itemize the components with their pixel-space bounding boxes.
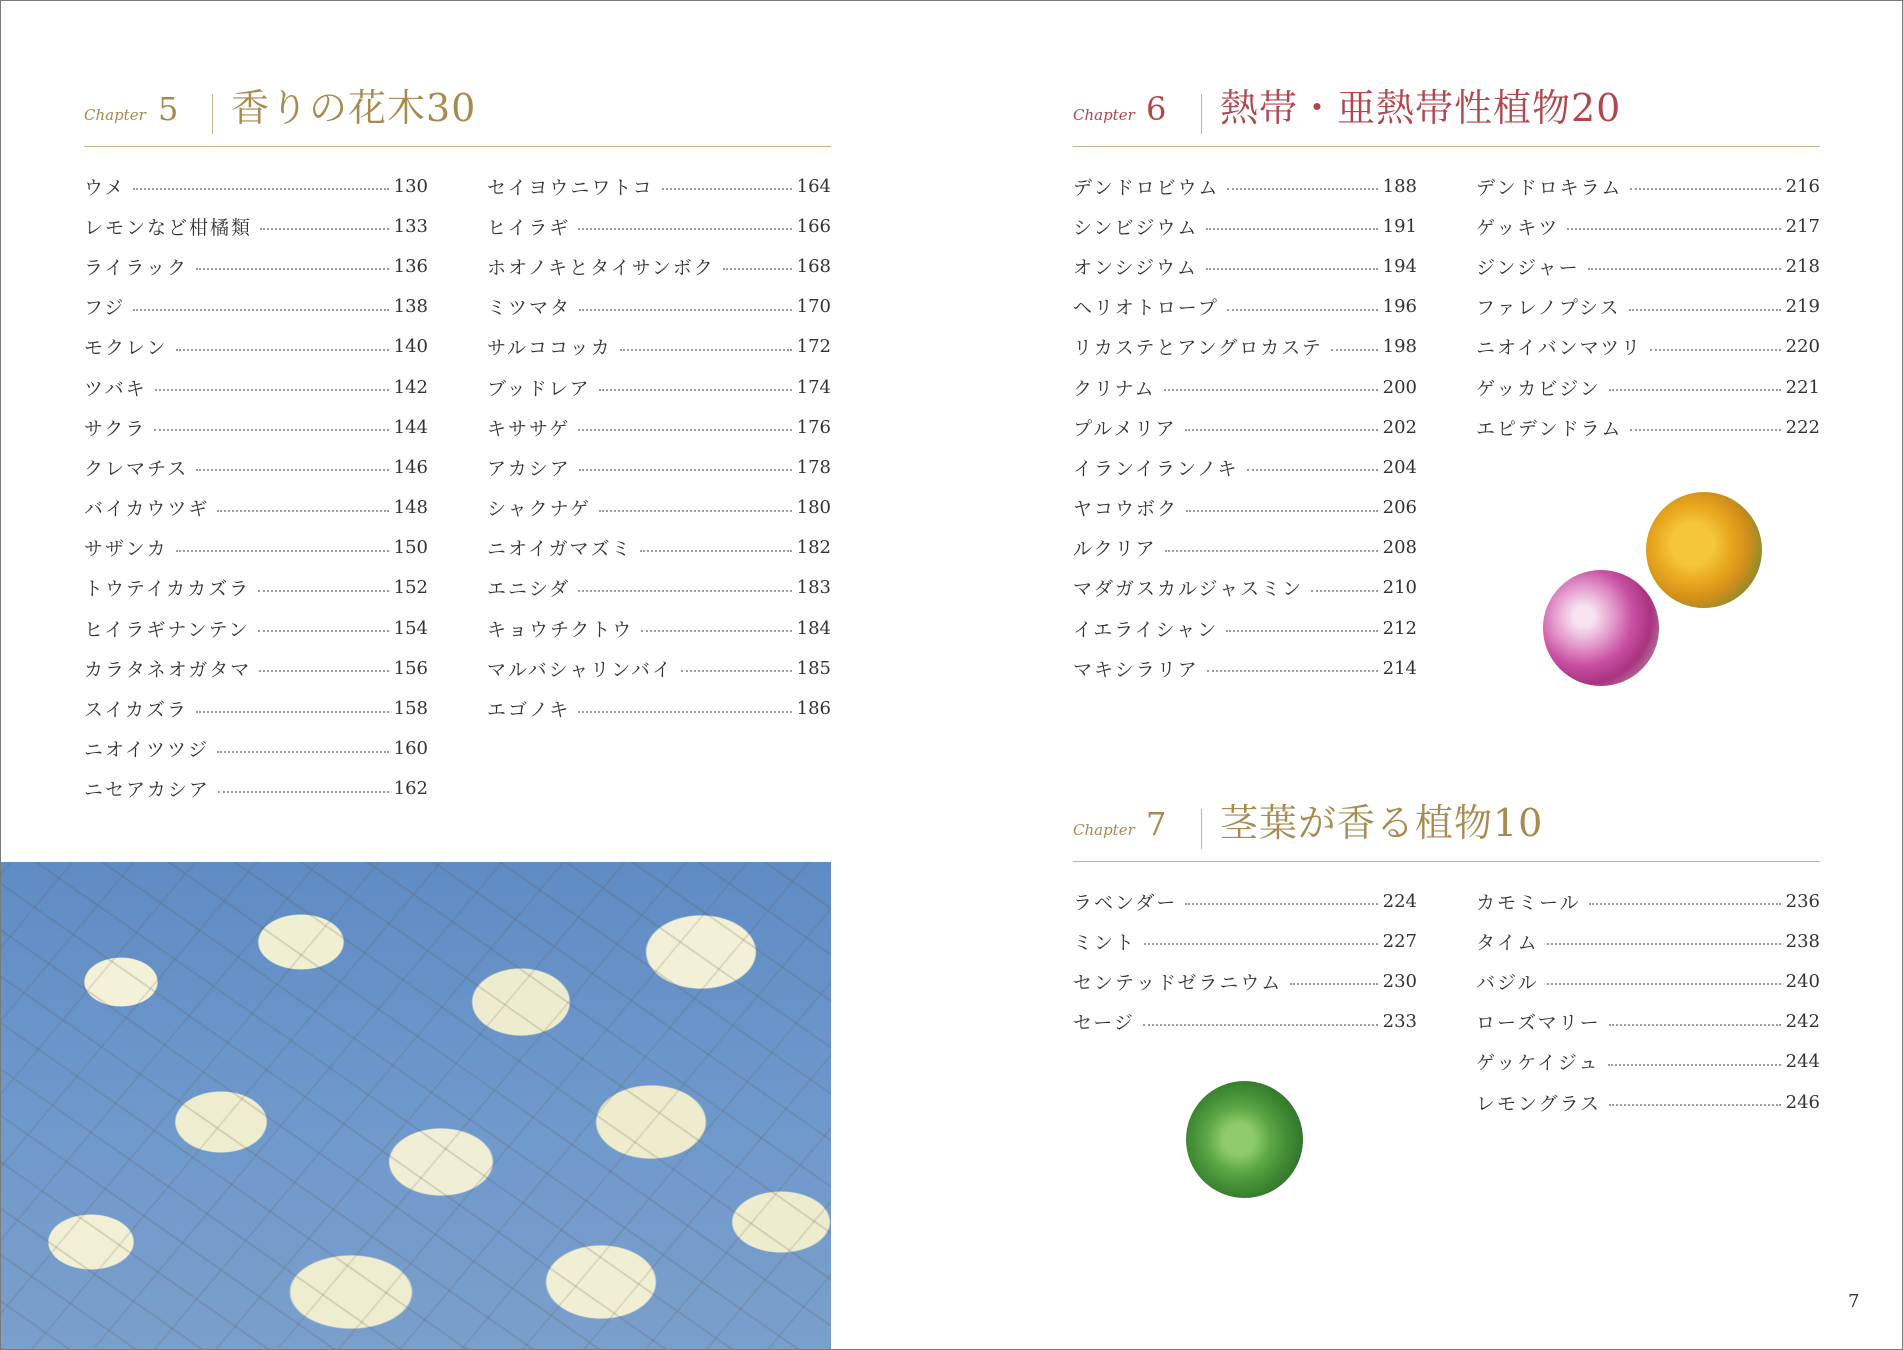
entry-name: ニオイバンマツリ [1476, 337, 1643, 360]
leader-dots [579, 309, 792, 311]
entry-name: マキシラリア [1073, 658, 1199, 681]
entry-name: ライラック [84, 256, 189, 279]
leader-dots [640, 550, 791, 552]
toc-entry [84, 608, 428, 648]
entry-page: 217 [1785, 215, 1820, 237]
entry-name: ブッドレア [487, 377, 591, 400]
entry-name: ファレノプシス [1476, 297, 1621, 320]
leader-dots [1609, 389, 1781, 391]
leader-dots [578, 590, 791, 592]
page-number: 7 [1848, 1291, 1860, 1312]
toc-entry [487, 206, 831, 246]
chapter-label: Chapter [1073, 106, 1135, 124]
entry-page: 156 [393, 657, 428, 679]
entry-name: ミツマタ [487, 297, 572, 320]
entry-name: ゲッキツ [1476, 216, 1560, 239]
entry-page: 218 [1785, 255, 1820, 277]
leader-dots [1143, 1024, 1378, 1026]
toc-entry [84, 206, 428, 246]
entry-page: 222 [1785, 416, 1820, 438]
leader-dots [1144, 943, 1378, 945]
entry-page: 138 [393, 296, 428, 318]
entry-page: 174 [796, 376, 831, 398]
leader-dots [176, 349, 389, 351]
leader-dots [1331, 349, 1378, 351]
toc-entry [1476, 1002, 1820, 1042]
toc-entry [487, 166, 831, 206]
toc-entry [84, 407, 428, 447]
entry-name: カラタネオガタマ [84, 658, 252, 681]
entry-page: 202 [1382, 416, 1417, 438]
toc-entry [1073, 206, 1417, 246]
entry-name: シャクナゲ [487, 498, 591, 521]
toc-column-1 [1073, 881, 1417, 1042]
entry-name: ニセアカシア [84, 779, 210, 802]
entry-page: 182 [796, 537, 831, 559]
entry-name: ニオイガマズミ [487, 538, 633, 561]
entry-name: アカシア [487, 457, 571, 480]
entry-page: 242 [1785, 1011, 1820, 1033]
entry-page: 214 [1382, 657, 1417, 679]
entry-name: ヘリオトロープ [1073, 297, 1219, 320]
entry-name: スイカズラ [84, 699, 189, 722]
entry-page: 188 [1382, 175, 1417, 197]
entry-name: エピデンドラム [1476, 417, 1623, 440]
entry-name: クリナム [1073, 377, 1156, 400]
entry-page: 196 [1382, 296, 1417, 318]
entry-page: 221 [1785, 376, 1820, 398]
leader-dots [579, 469, 792, 471]
toc-column-2 [1476, 881, 1820, 1122]
leader-dots [1207, 670, 1378, 672]
toc-entry [1073, 447, 1417, 487]
entry-page: 180 [796, 497, 831, 519]
leader-dots [196, 711, 389, 713]
entry-page: 183 [796, 577, 831, 599]
leader-dots [1629, 309, 1781, 311]
toc-entry [487, 407, 831, 447]
leader-dots [1630, 188, 1780, 190]
leader-dots [599, 510, 792, 512]
toc-entry [487, 568, 831, 608]
toc-entry [487, 327, 831, 367]
toc-entry [1073, 367, 1417, 407]
toc-entry [1073, 568, 1417, 608]
toc-entry [487, 608, 831, 648]
leader-dots [1567, 228, 1780, 230]
entry-name: ラベンダー [1073, 891, 1178, 914]
magnolia-photo [1, 862, 831, 1349]
toc-entry [84, 729, 428, 769]
toc-entry [1073, 407, 1417, 447]
toc-entry [1476, 206, 1820, 246]
entry-page: 164 [796, 175, 831, 197]
leader-dots [176, 550, 389, 552]
leader-dots [258, 630, 389, 632]
leader-dots [1185, 429, 1378, 431]
leader-dots [1547, 943, 1781, 945]
chapter-6-header [1073, 86, 1820, 147]
leader-dots [1185, 903, 1377, 905]
entry-page: 230 [1382, 970, 1417, 992]
leader-dots [196, 268, 389, 270]
leader-dots [1608, 1064, 1781, 1066]
leader-dots [620, 349, 792, 351]
entry-name: ニオイツツジ [84, 739, 210, 762]
toc-entry [1476, 881, 1820, 921]
entry-name: ミント [1073, 931, 1137, 954]
toc-column-2 [487, 166, 831, 729]
toc-column-1 [1073, 166, 1417, 688]
leader-dots [259, 670, 388, 672]
entry-page: 152 [393, 577, 428, 599]
toc-entry [84, 488, 428, 528]
toc-entry [1073, 246, 1417, 286]
entry-page: 172 [796, 336, 831, 358]
entry-page: 142 [393, 376, 428, 398]
entry-name: マダガスカルジャスミン [1073, 578, 1304, 601]
toc-entry [84, 166, 428, 206]
entry-name: リカステとアングロカステ [1073, 337, 1323, 360]
entry-name: クレマチス [84, 457, 189, 480]
entry-page: 233 [1382, 1011, 1417, 1033]
chapter-title: 香りの花木30 [231, 86, 477, 130]
leader-dots [133, 188, 388, 190]
mint-photo [1186, 1081, 1303, 1198]
leader-dots [1630, 429, 1780, 431]
entry-name: キササゲ [487, 417, 571, 440]
entry-name: セージ [1073, 1012, 1135, 1035]
entry-name: ウメ [84, 176, 126, 199]
leader-dots [1247, 469, 1378, 471]
leader-dots [1609, 1024, 1781, 1026]
leader-dots [196, 469, 388, 471]
leader-dots [1164, 389, 1378, 391]
leader-dots [1609, 1104, 1781, 1106]
leader-dots [681, 670, 792, 672]
entry-name: ルクリア [1073, 538, 1157, 561]
toc-entry [1073, 287, 1417, 327]
leader-dots [258, 590, 389, 592]
leader-dots [154, 429, 388, 431]
chapter-divider [212, 94, 213, 134]
chapter-label: Chapter [1073, 821, 1135, 839]
entry-page: 238 [1785, 930, 1820, 952]
entry-name: セイヨウニワトコ [487, 176, 654, 199]
leader-dots [260, 228, 389, 230]
entry-page: 227 [1382, 930, 1417, 952]
toc-entry [1073, 881, 1417, 921]
entry-name: バイカウツギ [84, 498, 210, 521]
entry-page: 168 [796, 255, 831, 277]
entry-page: 224 [1382, 890, 1417, 912]
entry-page: 220 [1785, 336, 1820, 358]
entry-name: デンドロキラム [1476, 176, 1623, 199]
entry-page: 130 [393, 175, 428, 197]
toc-entry [487, 246, 831, 286]
toc-entry [1073, 327, 1417, 367]
toc-entry [487, 287, 831, 327]
toc-entry [1476, 246, 1820, 286]
chapter-title: 茎葉が香る植物10 [1220, 801, 1544, 845]
leader-dots [578, 711, 791, 713]
leader-dots [641, 630, 791, 632]
toc-entry [1073, 488, 1417, 528]
toc-entry [487, 688, 831, 728]
leader-dots [1547, 983, 1781, 985]
toc-entry [1476, 367, 1820, 407]
toc-column-1 [84, 166, 428, 809]
entry-name: モクレン [84, 337, 168, 360]
leader-dots [218, 791, 389, 793]
entry-page: 184 [796, 617, 831, 639]
leader-dots [1311, 590, 1377, 592]
leader-dots [1206, 268, 1378, 270]
leader-dots [1650, 349, 1781, 351]
toc-entry [84, 688, 428, 728]
toc-entry [1476, 287, 1820, 327]
entry-page: 219 [1785, 296, 1820, 318]
entry-name: キョウチクトウ [487, 618, 634, 641]
leader-dots [133, 309, 388, 311]
entry-name: レモングラス [1476, 1092, 1602, 1115]
entry-page: 133 [393, 215, 428, 237]
toc-entry [1476, 407, 1820, 447]
entry-page: 166 [796, 215, 831, 237]
leader-dots [1227, 309, 1378, 311]
entry-page: 162 [393, 778, 428, 800]
chapter-number: 6 [1146, 90, 1167, 128]
entry-page: 194 [1382, 255, 1417, 277]
entry-name: イランイランノキ [1073, 457, 1239, 480]
entry-page: 191 [1382, 215, 1417, 237]
entry-name: エニシダ [487, 578, 571, 601]
entry-name: センテッドゼラニウム [1073, 971, 1283, 994]
chapter-label: Chapter [84, 106, 146, 124]
entry-page: 150 [393, 537, 428, 559]
entry-page: 198 [1382, 336, 1417, 358]
toc-entry [1476, 921, 1820, 961]
leader-dots [1227, 188, 1377, 190]
chapter-5-header [84, 86, 831, 147]
toc-entry [1476, 327, 1820, 367]
leader-dots [155, 389, 389, 391]
entry-name: トウテイカカズラ [84, 578, 251, 601]
entry-name: イエライシャン [1073, 618, 1219, 641]
toc-entry [1073, 1002, 1417, 1042]
entry-page: 185 [796, 657, 831, 679]
chapter-divider [1201, 809, 1202, 849]
toc-entry [1073, 608, 1417, 648]
entry-page: 178 [796, 456, 831, 478]
chapter-number: 7 [1146, 805, 1167, 843]
entry-page: 176 [796, 416, 831, 438]
toc-entry [1073, 648, 1417, 688]
leader-dots [599, 389, 792, 391]
toc-entry [84, 447, 428, 487]
entry-page: 200 [1382, 376, 1417, 398]
leader-dots [723, 268, 792, 270]
leader-dots [662, 188, 792, 190]
entry-name: ゲッカビジン [1476, 377, 1601, 400]
leader-dots [578, 429, 791, 431]
entry-page: 158 [393, 698, 428, 720]
entry-page: 146 [393, 456, 428, 478]
entry-name: ヤコウボク [1073, 498, 1179, 521]
entry-page: 236 [1785, 890, 1820, 912]
leader-dots [1165, 550, 1378, 552]
toc-entry [1073, 528, 1417, 568]
toc-entry [84, 528, 428, 568]
entry-page: 206 [1382, 497, 1417, 519]
toc-entry [84, 568, 428, 608]
toc-entry [1476, 166, 1820, 206]
entry-name: レモンなど柑橘類 [84, 216, 253, 239]
yellow-flower-photo [1646, 492, 1762, 608]
entry-page: 244 [1785, 1051, 1820, 1073]
entry-page: 208 [1382, 537, 1417, 559]
toc-entry [487, 488, 831, 528]
entry-name: サクラ [84, 417, 147, 440]
entry-name: サルココッカ [487, 337, 612, 360]
toc-entry [84, 367, 428, 407]
toc-entry [487, 367, 831, 407]
entry-name: フジ [84, 297, 126, 320]
toc-entry [487, 648, 831, 688]
chapter-divider [1201, 94, 1202, 134]
entry-name: ヒイラギ [487, 216, 571, 239]
entry-name: タイム [1476, 931, 1539, 954]
leader-dots [1290, 983, 1377, 985]
toc-entry [84, 769, 428, 809]
toc-entry [1073, 961, 1417, 1001]
entry-name: ジンジャー [1476, 256, 1580, 279]
entry-name: ツバキ [84, 377, 147, 400]
entry-name: ホオノキとタイサンボク [487, 256, 715, 279]
entry-page: 170 [796, 296, 831, 318]
entry-name: デンドロビウム [1073, 176, 1220, 199]
entry-page: 136 [393, 255, 428, 277]
toc-entry [1476, 1082, 1820, 1122]
toc-entry [487, 528, 831, 568]
entry-page: 210 [1382, 577, 1417, 599]
entry-page: 246 [1785, 1091, 1820, 1113]
orchid-photo [1543, 570, 1659, 686]
entry-page: 144 [393, 416, 428, 438]
leader-dots [1589, 903, 1781, 905]
toc-entry [1476, 1042, 1820, 1082]
entry-page: 186 [796, 698, 831, 720]
toc-entry [1073, 921, 1417, 961]
entry-name: シンビジウム [1073, 216, 1199, 239]
toc-entry [1073, 166, 1417, 206]
toc-entry [84, 648, 428, 688]
toc-column-2 [1476, 166, 1820, 447]
entry-page: 160 [393, 738, 428, 760]
chapter-number: 5 [158, 90, 179, 128]
entry-name: バジル [1476, 971, 1539, 994]
toc-entry [84, 246, 428, 286]
toc-entry [487, 447, 831, 487]
toc-entry [1476, 961, 1820, 1001]
entry-page: 154 [393, 617, 428, 639]
entry-name: プルメリア [1073, 417, 1177, 440]
chapter-7-header [1073, 801, 1820, 862]
entry-name: ローズマリー [1476, 1012, 1601, 1035]
entry-name: エゴノキ [487, 699, 571, 722]
leader-dots [1226, 630, 1377, 632]
entry-name: カモミール [1476, 891, 1581, 914]
entry-page: 204 [1382, 456, 1417, 478]
leader-dots [1206, 228, 1377, 230]
entry-page: 148 [393, 497, 428, 519]
chapter-title: 熱帯・亜熱帯性植物20 [1220, 86, 1622, 130]
toc-entry [84, 287, 428, 327]
entry-name: オンシジウム [1073, 256, 1198, 279]
entry-name: マルバシャリンバイ [487, 658, 673, 681]
leader-dots [1186, 510, 1378, 512]
leader-dots [578, 228, 791, 230]
entry-page: 216 [1785, 175, 1820, 197]
leader-dots [1588, 268, 1781, 270]
entry-page: 140 [393, 336, 428, 358]
entry-name: ゲッケイジュ [1476, 1052, 1600, 1075]
leader-dots [217, 510, 388, 512]
leader-dots [217, 751, 389, 753]
entry-name: ヒイラギナンテン [84, 618, 250, 641]
entry-page: 212 [1382, 617, 1417, 639]
entry-name: サザンカ [84, 538, 168, 561]
entry-page: 240 [1785, 970, 1820, 992]
toc-entry [84, 327, 428, 367]
